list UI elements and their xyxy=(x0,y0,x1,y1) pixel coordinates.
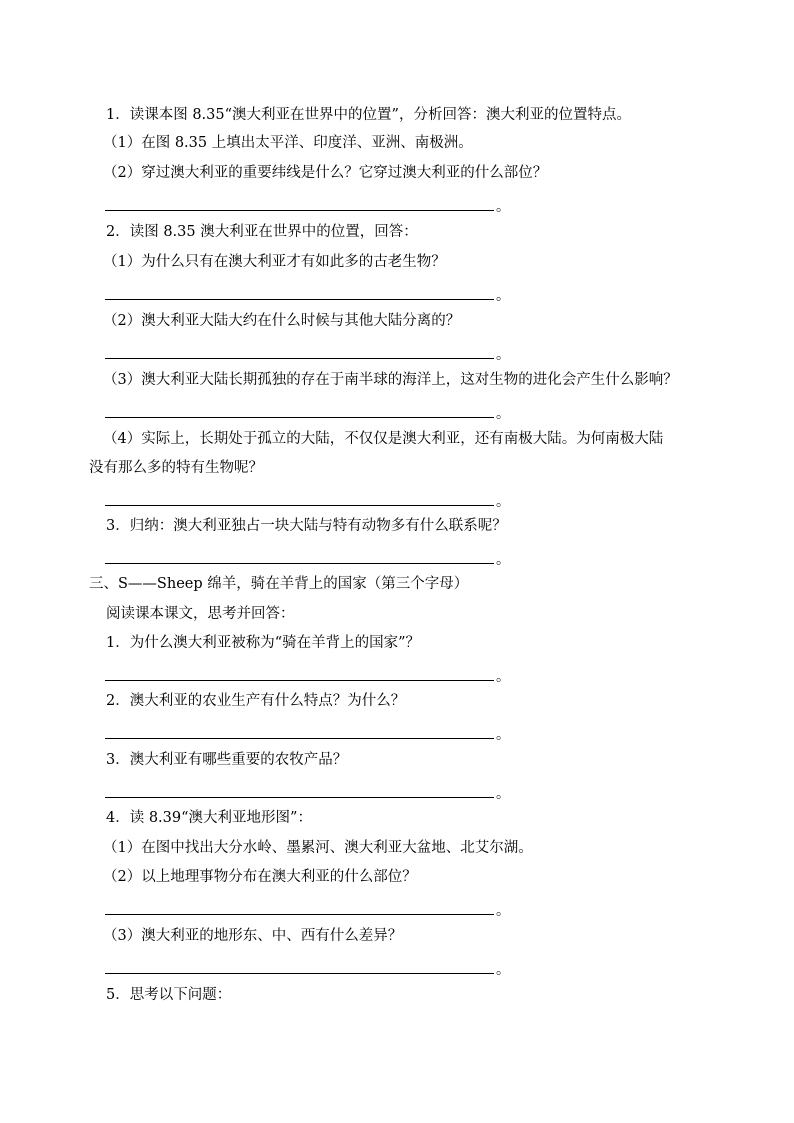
answer-blank[interactable] xyxy=(105,973,494,974)
answer-blank[interactable] xyxy=(105,210,494,211)
answer-period: 。 xyxy=(496,406,510,422)
answer-period: 。 xyxy=(496,552,510,568)
question-text: （2）穿过澳大利亚的重要纬线是什么？它穿过澳大利亚的什么部位？ xyxy=(103,165,548,181)
question-text: （3）澳大利亚大陆长期孤独的存在于南半球的海洋上，这对生物的进化会产生什么影响？ xyxy=(103,372,678,388)
question-text: 4．读 8.39“澳大利亚地形图”： xyxy=(106,810,312,826)
answer-blank[interactable] xyxy=(105,797,494,798)
answer-period: 。 xyxy=(496,669,510,685)
answer-blank[interactable] xyxy=(105,358,494,359)
answer-blank[interactable] xyxy=(105,738,494,739)
answer-blank[interactable] xyxy=(105,914,494,915)
question-text: （3）澳大利亚的地形东、中、西有什么差异？ xyxy=(103,928,403,944)
answer-blank[interactable] xyxy=(105,299,494,300)
answer-period: 。 xyxy=(496,199,510,215)
question-text: 1．读课本图 8.35“澳大利亚在世界中的位置”，分析回答：澳大利亚的位置特点。 xyxy=(106,107,631,123)
section-heading: 三、S——Sheep 绵羊，骑在羊背上的国家（第三个字母） xyxy=(89,576,469,592)
question-text: 2．澳大利亚的农业生产有什么特点？为什么？ xyxy=(106,693,406,709)
answer-period: 。 xyxy=(496,727,510,743)
question-text: （4）实际上，长期处于孤立的大陆，不仅仅是澳大利亚，还有南极大陆。为何南极大陆 xyxy=(103,431,664,447)
question-text: 3．澳大利亚有哪些重要的农牧产品？ xyxy=(106,752,348,768)
answer-blank[interactable] xyxy=(105,563,494,564)
answer-period: 。 xyxy=(496,962,510,978)
answer-blank[interactable] xyxy=(105,417,494,418)
question-text: 5．思考以下问题： xyxy=(106,987,232,1003)
question-text: 2．读图 8.35 澳大利亚在世界中的位置，回答： xyxy=(106,224,418,240)
answer-period: 。 xyxy=(496,786,510,802)
question-text: （1）为什么只有在澳大利亚才有如此多的古老生物？ xyxy=(103,254,446,270)
answer-blank[interactable] xyxy=(105,680,494,681)
question-text: 没有那么多的特有生物呢？ xyxy=(89,460,263,476)
question-text: 1．为什么澳大利亚被称为“骑在羊背上的国家”？ xyxy=(106,635,421,651)
question-text: （1）在图 8.35 上填出太平洋、印度洋、亚洲、南极洲。 xyxy=(103,135,473,151)
answer-period: 。 xyxy=(496,903,510,919)
question-text: （2）澳大利亚大陆大约在什么时候与其他大陆分离的？ xyxy=(103,313,461,329)
instruction-text: 阅读课本课文，思考并回答： xyxy=(106,606,295,622)
answer-period: 。 xyxy=(496,288,510,304)
question-text: （1）在图中找出大分水岭、墨累河、澳大利亚大盆地、北艾尔湖。 xyxy=(103,840,533,856)
answer-period: 。 xyxy=(496,494,510,510)
question-text: 3．归纳：澳大利亚独占一块大陆与特有动物多有什么联系呢？ xyxy=(106,518,507,534)
answer-period: 。 xyxy=(496,347,510,363)
question-text: （2）以上地理事物分布在澳大利亚的什么部位？ xyxy=(103,869,417,885)
answer-blank[interactable] xyxy=(105,505,494,506)
